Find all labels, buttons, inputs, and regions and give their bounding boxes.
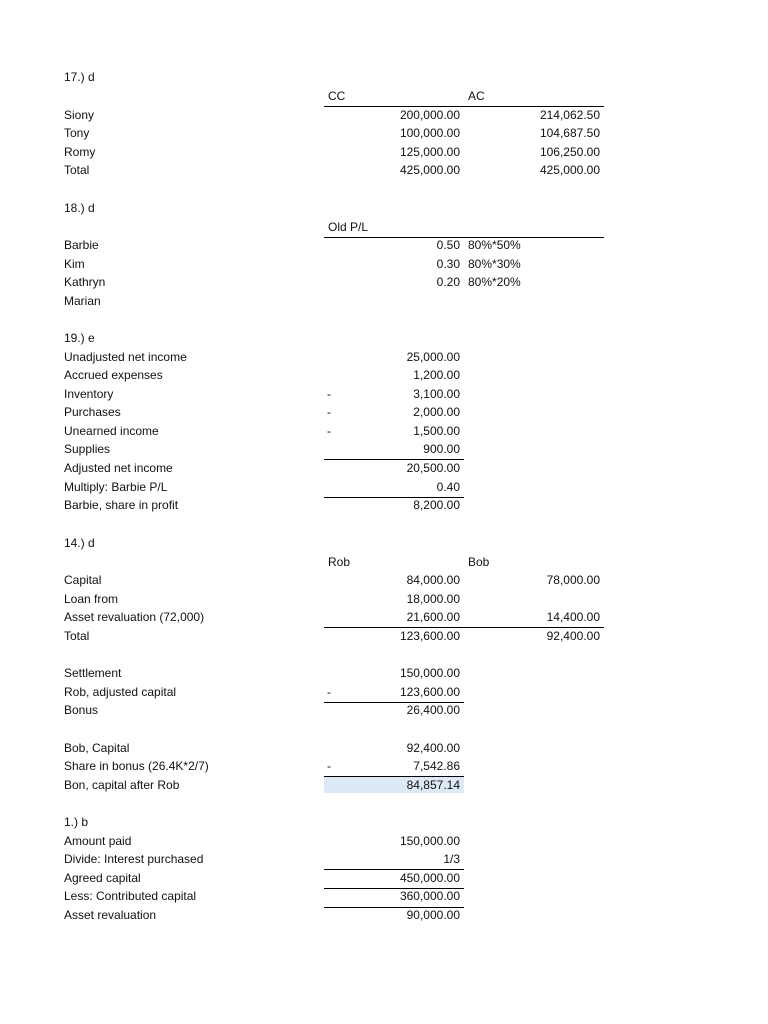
amount: 0.40 (436, 480, 460, 494)
row-label: Amount paid (64, 834, 132, 848)
ratio-value: 0.20 (436, 275, 460, 289)
row-label: Agreed capital (64, 871, 141, 885)
amount: 123,600.00 (399, 685, 460, 699)
row-label: Unearned income (64, 424, 159, 438)
rob-value: 18,000.00 (406, 592, 460, 606)
amount: 150,000.00 (399, 666, 460, 680)
ac-value: 106,250.00 (539, 145, 600, 159)
amount: 450,000.00 (399, 871, 460, 885)
row-label: Unadjusted net income (64, 350, 187, 364)
amount: 8,200.00 (413, 498, 460, 512)
q14-header-rob: Rob (328, 555, 351, 569)
minus-sign: - (327, 685, 331, 699)
cc-value: 125,000.00 (399, 145, 460, 159)
bob-value: 14,400.00 (546, 610, 600, 624)
row-label: Capital (64, 573, 102, 587)
row-label: Asset revaluation (64, 908, 157, 922)
q17-title: 17.) d (64, 70, 95, 84)
q18-header-old-pl: Old P/L (328, 220, 369, 234)
ac-value: 425,000.00 (539, 163, 600, 177)
amount: 900.00 (423, 442, 460, 456)
rob-value: 21,600.00 (406, 610, 460, 624)
amount: 26,400.00 (406, 703, 460, 717)
row-label: Marian (64, 294, 101, 308)
row-label: Purchases (64, 405, 121, 419)
cc-value: 425,000.00 (399, 163, 460, 177)
row-label: Kathryn (64, 275, 106, 289)
row-label: Kim (64, 257, 85, 271)
amount: 7,542.86 (413, 759, 460, 773)
row-label: Tony (64, 126, 90, 140)
amount[interactable]: 84,857.14 (406, 778, 460, 792)
minus-sign: - (327, 387, 331, 401)
ac-value: 104,687.50 (539, 126, 600, 140)
row-label: Siony (64, 108, 95, 122)
ratio-note: 80%*50% (468, 238, 521, 252)
bob-value: 92,400.00 (546, 629, 600, 643)
amount: 20,500.00 (406, 461, 460, 475)
row-label: Share in bonus (26.4K*2/7) (64, 759, 209, 773)
q18-title: 18.) d (64, 201, 95, 215)
row-label: Settlement (64, 666, 122, 680)
row-label: Bob, Capital (64, 741, 130, 755)
row-label: Divide: Interest purchased (64, 852, 204, 866)
row-label: Supplies (64, 442, 111, 456)
amount: 3,100.00 (413, 387, 460, 401)
q14-title: 14.) d (64, 536, 95, 550)
amount: 25,000.00 (406, 350, 460, 364)
row-label: Asset revaluation (72,000) (64, 610, 205, 624)
row-label: Barbie, share in profit (64, 498, 179, 512)
ac-value: 214,062.50 (539, 108, 600, 122)
row-label: Total (64, 163, 90, 177)
cc-value: 200,000.00 (399, 108, 460, 122)
amount: 1,500.00 (413, 424, 460, 438)
ratio-value: 0.30 (436, 257, 460, 271)
minus-sign: - (327, 424, 331, 438)
cc-value: 100,000.00 (399, 126, 460, 140)
amount: 1/3 (443, 852, 460, 866)
ratio-note: 80%*20% (468, 275, 521, 289)
q19-title: 19.) e (64, 331, 95, 345)
amount: 360,000.00 (399, 889, 460, 903)
q14-header-bob: Bob (468, 555, 490, 569)
q17-header-cc: CC (328, 89, 346, 103)
row-label: Bon, capital after Rob (64, 778, 180, 792)
q1-title: 1.) b (64, 815, 89, 829)
row-label: Inventory (64, 387, 114, 401)
minus-sign: - (327, 405, 331, 419)
row-label: Less: Contributed capital (64, 889, 197, 903)
amount: 150,000.00 (399, 834, 460, 848)
amount: 2,000.00 (413, 405, 460, 419)
row-label: Multiply: Barbie P/L (64, 480, 168, 494)
minus-sign: - (327, 759, 331, 773)
q17-header-ac: AC (468, 89, 485, 103)
amount: 1,200.00 (413, 368, 460, 382)
ratio-value: 0.50 (436, 238, 460, 252)
row-label: Barbie (64, 238, 99, 252)
amount: 90,000.00 (406, 908, 460, 922)
amount: 92,400.00 (406, 741, 460, 755)
ratio-note: 80%*30% (468, 257, 521, 271)
row-label: Total (64, 629, 90, 643)
rob-value: 123,600.00 (399, 629, 460, 643)
row-label: Adjusted net income (64, 461, 173, 475)
row-label: Bonus (64, 703, 99, 717)
row-label: Romy (64, 145, 96, 159)
rob-value: 84,000.00 (406, 573, 460, 587)
row-label: Rob, adjusted capital (64, 685, 177, 699)
bob-value: 78,000.00 (546, 573, 600, 587)
row-label: Loan from (64, 592, 119, 606)
row-label: Accrued expenses (64, 368, 163, 382)
